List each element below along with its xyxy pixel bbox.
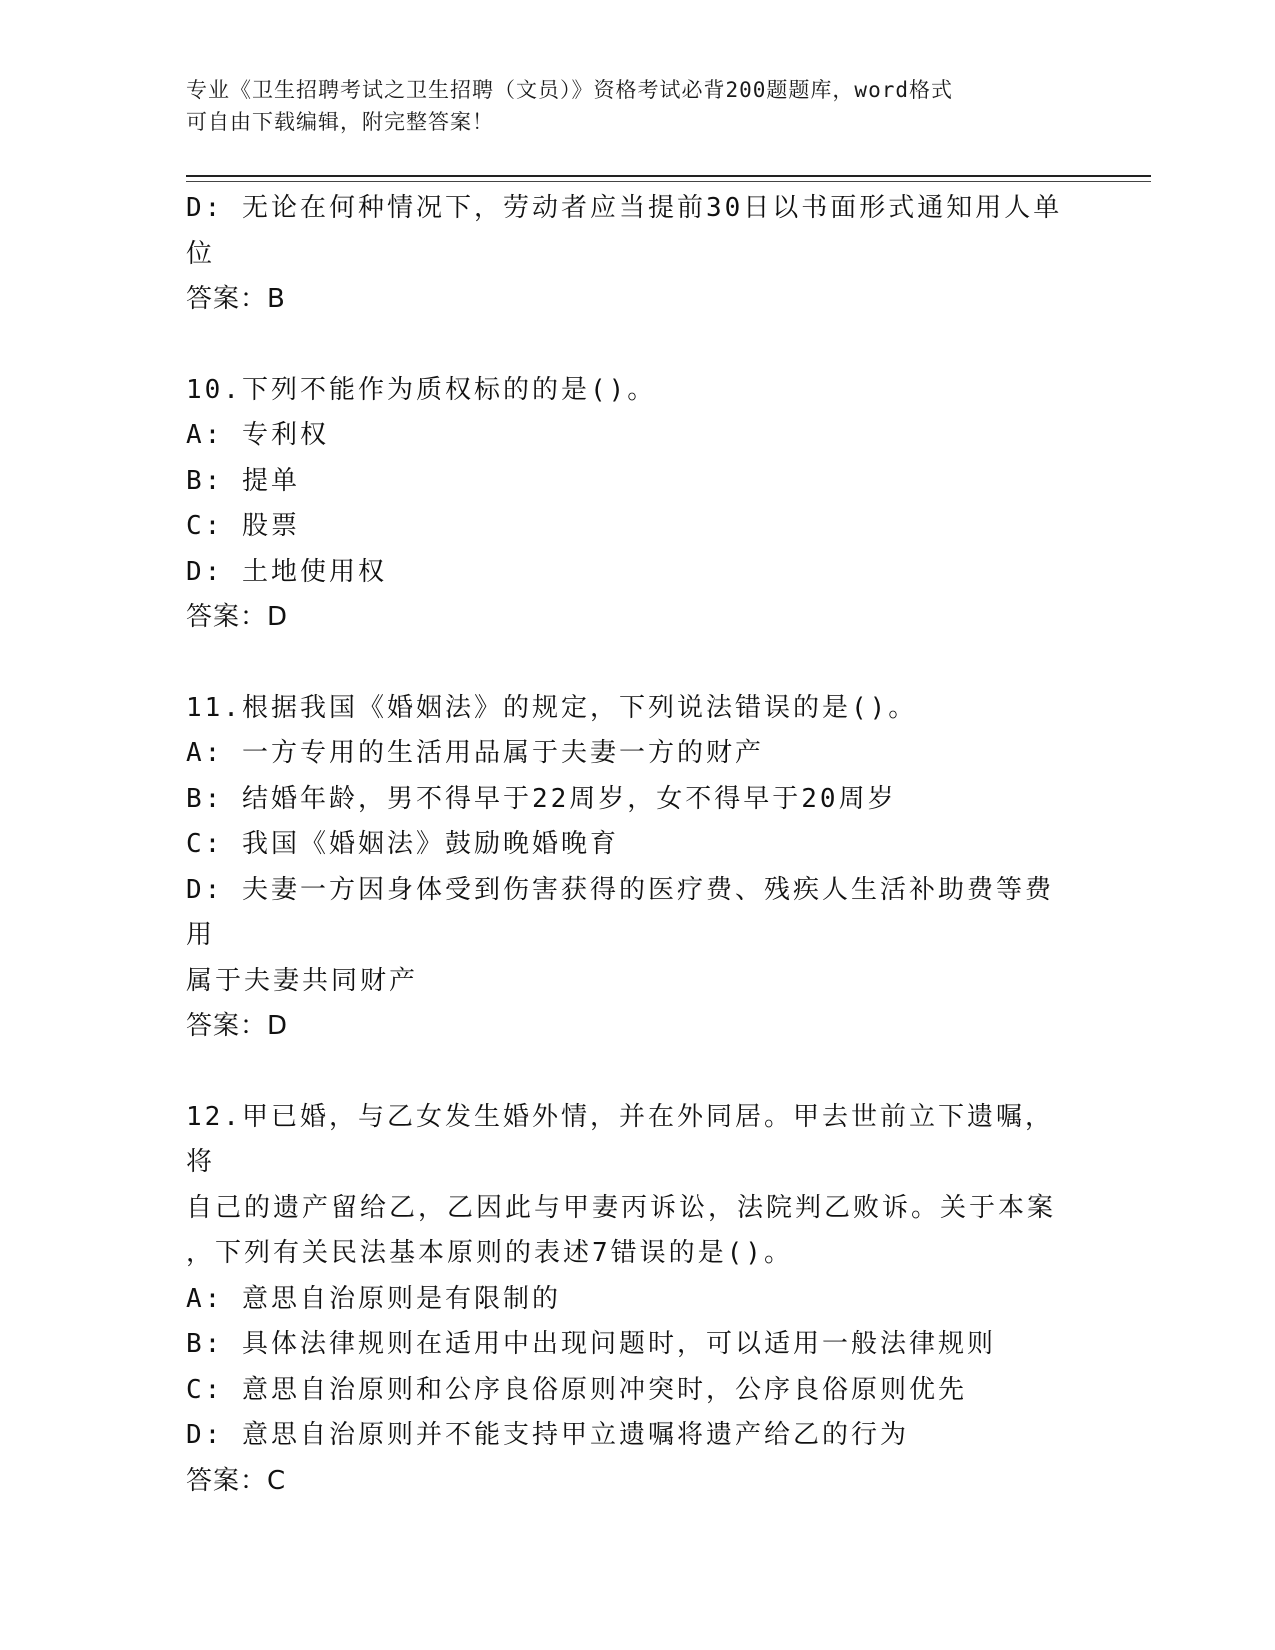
- option-d: D: 意思自治原则并不能支持甲立遗嘱将遗产给乙的行为: [186, 1420, 909, 1450]
- answer-label: 答案：D: [186, 1011, 289, 1041]
- question-10: [186, 368, 1076, 641]
- question-stem: 11.根据我国《婚姻法》的规定，下列说法错误的是()。: [186, 692, 918, 723]
- option-c: C: 我国《婚姻法》鼓励晚婚晚育: [186, 829, 619, 859]
- option-b: B: 提单: [186, 465, 300, 496]
- header-divider-thin: [186, 181, 1151, 182]
- option-c: C: 意思自治原则和公序良俗原则冲突时，公序良俗原则优先: [186, 1374, 967, 1405]
- answer-label: 答案：C: [186, 1465, 287, 1496]
- question-stem-line-1: 12.甲已婚，与乙女发生婚外情，并在外同居。甲去世前立下遗嘱，将: [186, 1101, 1054, 1177]
- question-stem: 10.下列不能作为质权标的的是()。: [186, 374, 657, 405]
- header-title-line-2: 可自由下载编辑，附完整答案！: [186, 110, 494, 134]
- spacer: [186, 323, 1076, 368]
- option-d-line-1: D: 夫妻一方因身体受到伤害获得的医疗费、残疾人生活补助费等费用: [186, 874, 1054, 950]
- header-title-line-1: 专业《卫生招聘考试之卫生招聘（文员）》资格考试必背200题题库，word格式: [186, 78, 953, 102]
- option-d-line-1: D: 无论在何种情况下，劳动者应当提前30日以书面形式通知用人单: [186, 193, 1063, 223]
- document-header: [186, 74, 1066, 138]
- spacer: [186, 1050, 1076, 1095]
- answer-label: 答案：B: [186, 284, 286, 314]
- question-stem-line-2: 自己的遗产留给乙，乙因此与甲妻丙诉讼，法院判乙败诉。关于本案: [186, 1192, 1057, 1223]
- option-b: B: 结婚年龄，男不得早于22周岁，女不得早于20周岁: [186, 783, 897, 814]
- question-stem-line-3: ，下列有关民法基本原则的表述7错误的是()。: [186, 1238, 793, 1268]
- option-a: A: 专利权: [186, 420, 329, 450]
- header-divider-thick: [186, 175, 1151, 177]
- option-d-line-2: 属于夫妻共同财产: [186, 965, 419, 996]
- spacer: [186, 641, 1076, 686]
- question-content: [186, 186, 1076, 1504]
- question-11: [186, 686, 1076, 1050]
- option-d: D: 土地使用权: [186, 556, 387, 587]
- option-d-line-2: 位: [186, 238, 216, 269]
- question-12: [186, 1095, 1076, 1505]
- answer-label: 答案：D: [186, 602, 289, 632]
- option-b: B: 具体法律规则在适用中出现问题时，可以适用一般法律规则: [186, 1329, 996, 1359]
- option-a: A: 意思自治原则是有限制的: [186, 1283, 561, 1314]
- option-c: C: 股票: [186, 511, 300, 541]
- option-a: A: 一方专用的生活用品属于夫妻一方的财产: [186, 738, 764, 768]
- previous-question-tail: [186, 186, 1076, 323]
